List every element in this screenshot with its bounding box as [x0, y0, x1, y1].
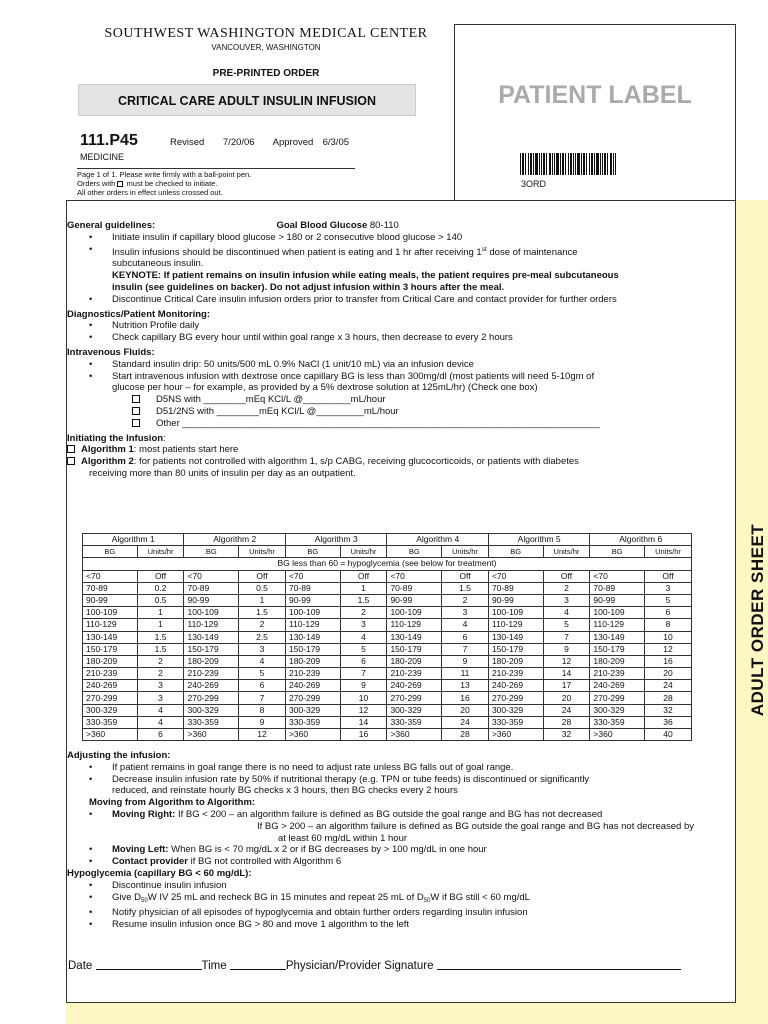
bg-range-cell: <70	[590, 570, 645, 582]
units-cell: Off	[442, 570, 489, 582]
units-cell: 3	[137, 692, 184, 704]
bg-range-cell: 130-149	[184, 631, 239, 643]
units-cell: 13	[442, 680, 489, 692]
date-label: Date	[68, 960, 93, 972]
bg-range-cell: 330-359	[83, 716, 138, 728]
list-item: • Decrease insulin infusion rate by 50% if nutritional therapy (e.g. TPN or tube feeds) is discontinued or significantly	[67, 774, 733, 786]
units-cell: 6	[442, 631, 489, 643]
bg-range-cell: 270-299	[387, 692, 442, 704]
units-cell: 12	[340, 704, 387, 716]
bg-range-cell: 110-129	[285, 619, 340, 631]
units-cell: 36	[645, 716, 692, 728]
bg-range-cell: 150-179	[590, 643, 645, 655]
units-cell: 1	[239, 594, 286, 606]
bg-range-cell: 270-299	[184, 692, 239, 704]
bg-range-cell: 210-239	[488, 668, 543, 680]
bg-range-cell: 270-299	[590, 692, 645, 704]
bg-range-cell: >360	[488, 729, 543, 741]
units-cell: 3	[239, 643, 286, 655]
bg-column-header: BG	[285, 546, 340, 558]
units-cell: Off	[645, 570, 692, 582]
table-row	[83, 631, 692, 643]
units-cell: 12	[543, 655, 590, 667]
bg-range-cell: >360	[83, 729, 138, 741]
bg-range-cell: 150-179	[184, 643, 239, 655]
units-cell: 0.5	[239, 582, 286, 594]
units-cell: 9	[442, 655, 489, 667]
units-cell: 6	[137, 729, 184, 741]
time-field[interactable]	[230, 960, 286, 970]
algorithm-header: Algorithm 2	[184, 534, 285, 546]
units-cell: 5	[645, 594, 692, 606]
bg-range-cell: 90-99	[285, 594, 340, 606]
bg-range-cell: 100-109	[83, 607, 138, 619]
bg-column-header: BG	[184, 546, 239, 558]
bg-range-cell: 240-269	[285, 680, 340, 692]
table-row	[83, 655, 692, 667]
table-row	[83, 692, 692, 704]
bg-range-cell: 180-209	[83, 655, 138, 667]
header-rule	[77, 168, 355, 169]
units-cell: 9	[340, 680, 387, 692]
units-cell: 12	[239, 729, 286, 741]
list-item-continuation: If BG > 200 – an algorithm failure is defined as BG outside the goal range and BG has not decreased by	[257, 820, 695, 832]
initiating-heading: Initiating the Infusion	[67, 432, 164, 444]
list-item-continuation: receiving more than 80 units of insulin per day as an outpatient.	[89, 467, 356, 479]
units-cell: 1	[340, 582, 387, 594]
units-cell: 12	[645, 643, 692, 655]
bg-range-cell: 330-359	[590, 716, 645, 728]
list-item-continuation: at least 60 mg/dL within 1 hour	[278, 832, 408, 844]
units-cell: 0.2	[137, 582, 184, 594]
bg-range-cell: 110-129	[387, 619, 442, 631]
units-cell: 7	[239, 692, 286, 704]
units-cell: 24	[543, 704, 590, 716]
checkbox-icon	[117, 181, 123, 187]
bg-range-cell: 110-129	[590, 619, 645, 631]
table-row	[83, 704, 692, 716]
units-cell: 17	[543, 680, 590, 692]
units-cell: 28	[442, 729, 489, 741]
units-cell: 4	[239, 655, 286, 667]
bg-range-cell: <70	[83, 570, 138, 582]
table-row	[83, 570, 692, 582]
units-cell: 3	[645, 582, 692, 594]
units-cell: Off	[239, 570, 286, 582]
table-row	[83, 619, 692, 631]
units-cell: 14	[543, 668, 590, 680]
bottom-highlight-strip	[66, 1003, 768, 1024]
units-cell: 2.5	[239, 631, 286, 643]
units-cell: 4	[442, 619, 489, 631]
bg-range-cell: 130-149	[387, 631, 442, 643]
bg-range-cell: 100-109	[285, 607, 340, 619]
bg-range-cell: 100-109	[590, 607, 645, 619]
units-cell: 5	[543, 619, 590, 631]
bg-range-cell: 210-239	[285, 668, 340, 680]
bg-column-header: BG	[590, 546, 645, 558]
barcode-text: 3ORD	[521, 179, 547, 189]
bg-range-cell: 90-99	[590, 594, 645, 606]
signature-line	[68, 960, 681, 972]
bg-range-cell: 180-209	[285, 655, 340, 667]
bg-range-cell: 130-149	[488, 631, 543, 643]
units-cell: 7	[442, 643, 489, 655]
algorithm-1-option[interactable]: Algorithm 1: most patients start here	[67, 444, 733, 456]
diagnostics-heading: Diagnostics/Patient Monitoring:	[67, 308, 211, 320]
table-row	[83, 582, 692, 594]
units-column-header: Units/hr	[543, 546, 590, 558]
bg-range-cell: 180-209	[184, 655, 239, 667]
bg-range-cell: 180-209	[488, 655, 543, 667]
bg-range-cell: 150-179	[285, 643, 340, 655]
units-cell: 40	[645, 729, 692, 741]
algorithm-header: Algorithm 1	[83, 534, 184, 546]
bg-range-cell: <70	[285, 570, 340, 582]
units-column-header: Units/hr	[137, 546, 184, 558]
units-cell: 5	[239, 668, 286, 680]
org-name: SOUTHWEST WASHINGTON MEDICAL CENTER	[104, 26, 428, 41]
list-item: • Give $D_{50}W$ IV 25 mL and recheck BG in 15 minutes and repeat 25 mL of $D_{50}W$ if BG still < 60 mg/dL	[67, 892, 733, 908]
list-item: • If patient remains in goal range there is no need to adjust rate unless BG falls out of goal range.	[67, 762, 733, 774]
units-cell: 28	[543, 716, 590, 728]
bg-range-cell: 90-99	[488, 594, 543, 606]
units-cell: 32	[543, 729, 590, 741]
units-cell: 5	[340, 643, 387, 655]
goal-label: Goal Blood Glucose	[276, 220, 368, 231]
bg-range-cell: 330-359	[387, 716, 442, 728]
side-label: ADULT ORDER SHEET	[748, 523, 767, 717]
units-cell: 2	[137, 655, 184, 667]
units-cell: 9	[239, 716, 286, 728]
bg-range-cell: 330-359	[488, 716, 543, 728]
units-cell: 10	[645, 631, 692, 643]
bg-range-cell: 110-129	[184, 619, 239, 631]
form-content-upper: General guidelines: Goal Blood Glucose 80-110 • Initiate insulin if capillary blood glucose > 180 or 2 consecutive blood glucose > 140 • Insulin infusions should be discontinued when patient is eating and 1 hr after receiving 1st dose of maintenance subcutaneous insulin. KEYNOTE: If patient remains on insulin infusion while eating meals, the patient requires pre-meal subcutaneous insulin (see guidelines on backer). Do not adjust infusion within 3 hours after the meal. • Discontinue Critical Care insulin infusion orders prior to transfer from Critical Care and contact provider for further orders Diagnostics/Patient Monitoring: • Nutrition Profile daily • Check capillary BG every hour until within goal range x 3 hours, then decrease to every 2 hours Intravenous Fluids: • Standard insulin drip: 50 units/500 mL 0.9% NaCl (1 unit/10 mL) via an infusion device • Start intravenous infusion with dextrose once capillary BG is less than 300mg/dl (most patients will need 5-10gm of glucose per hour – for example, as provided by a 5% dextrose solution at 125mL/hr) (Check one box) D5NS with ________mEq KCl/L @_________mL/hour D51/2NS with ________mEq KCl/L @_________mL/hour Other _______________________________________________________________________________ Initiating the Infusion: Algorithm 1: most patients start here Algorithm 2: for patients not controlled with algorithm 1, s/p CABG, receiving glucocorticoids, or patients with diabetes receiving more than 80 units of insulin per day as an outpatient.	[67, 220, 733, 480]
bg-column-header: BG	[387, 546, 442, 558]
units-cell: 16	[442, 692, 489, 704]
bg-range-cell: 100-109	[387, 607, 442, 619]
time-label: Time	[201, 960, 227, 972]
org-location: VANCOUVER, WASHINGTON	[211, 43, 321, 52]
bg-range-cell: 70-89	[488, 582, 543, 594]
bg-range-cell: 110-129	[83, 619, 138, 631]
table-row	[83, 716, 692, 728]
bg-range-cell: 90-99	[184, 594, 239, 606]
general-heading: General guidelines:	[67, 220, 156, 231]
hypoglycemia-heading: Hypoglycemia (capillary BG < 60 mg/dL):	[67, 867, 252, 879]
units-cell: 8	[645, 619, 692, 631]
bg-range-cell: <70	[387, 570, 442, 582]
list-item: • Contact provider if BG not controlled with Algorithm 6	[67, 856, 733, 868]
algorithm-header: Algorithm 6	[590, 534, 692, 546]
adjusting-heading: Adjusting the infusion:	[67, 750, 171, 761]
units-cell: 7	[543, 631, 590, 643]
list-item: • Resume insulin infusion once BG > 80 and move 1 algorithm to the left	[67, 919, 733, 931]
bg-range-cell: 210-239	[387, 668, 442, 680]
units-cell: 3	[442, 607, 489, 619]
bg-range-cell: 70-89	[285, 582, 340, 594]
bg-range-cell: 100-109	[488, 607, 543, 619]
bg-range-cell: 210-239	[83, 668, 138, 680]
algorithm-header: Algorithm 5	[488, 534, 589, 546]
keynote: insulin (see guidelines on backer). Do not adjust infusion within 3 hours after the meal.	[112, 281, 505, 293]
list-item: • Moving Right: If BG < 200 – an algorithm failure is defined as BG outside the goal range and BG has not decreased	[67, 809, 733, 821]
hypoglycemia-row	[83, 558, 692, 570]
units-cell: 11	[442, 668, 489, 680]
bg-range-cell: 300-329	[83, 704, 138, 716]
bg-range-cell: 330-359	[285, 716, 340, 728]
table-row	[83, 643, 692, 655]
list-item: • Insulin infusions should be discontinued when patient is eating and 1 hr after receiving 1st dose of maintenance	[67, 244, 733, 259]
bg-range-cell: 300-329	[387, 704, 442, 716]
signature-label: Physician/Provider Signature	[285, 960, 434, 972]
units-cell: 24	[442, 716, 489, 728]
table-row	[83, 668, 692, 680]
units-column-header: Units/hr	[239, 546, 286, 558]
units-cell: 4	[543, 607, 590, 619]
bg-range-cell: 90-99	[387, 594, 442, 606]
bg-column-header: BG	[83, 546, 138, 558]
table-row	[83, 680, 692, 692]
table-subheader-row	[83, 546, 692, 558]
bg-range-cell: 130-149	[83, 631, 138, 643]
units-cell: 7	[340, 668, 387, 680]
algorithm-header: Algorithm 3	[285, 534, 386, 546]
units-cell: 6	[340, 655, 387, 667]
bg-range-cell: 90-99	[83, 594, 138, 606]
units-cell: 28	[645, 692, 692, 704]
list-item: • Discontinue insulin infusion	[67, 880, 733, 892]
bg-range-cell: 300-329	[285, 704, 340, 716]
bg-range-cell: 70-89	[184, 582, 239, 594]
moving-heading: Moving from Algorithm to Algorithm:	[89, 797, 256, 809]
units-cell: 20	[645, 668, 692, 680]
checkbox-icon[interactable]	[132, 419, 140, 427]
units-cell: 1.5	[442, 582, 489, 594]
barcode-icon	[520, 153, 616, 175]
list-item-continuation: subcutaneous insulin.	[112, 258, 204, 270]
patient-label-box	[454, 24, 736, 201]
units-cell: 4	[340, 631, 387, 643]
units-cell: 2	[543, 582, 590, 594]
bg-range-cell: 300-329	[488, 704, 543, 716]
bg-range-cell: <70	[184, 570, 239, 582]
units-column-header: Units/hr	[340, 546, 387, 558]
units-cell: 10	[340, 692, 387, 704]
units-cell: 1.5	[137, 631, 184, 643]
units-cell: 3	[137, 680, 184, 692]
units-cell: Off	[543, 570, 590, 582]
keynote: KEYNOTE: If patient remains on insulin infusion while eating meals, the patient requires pre-meal subcutaneous	[112, 270, 619, 282]
list-item-continuation: reduced, and reinstate hourly BG checks x 3 hours, then BG checks every 2 hours	[112, 785, 458, 797]
units-cell: 3	[340, 619, 387, 631]
list-item-continuation: glucose per hour – for example, as provided by a 5% dextrose solution at 125mL/hr) (Check one box)	[112, 382, 538, 394]
bg-range-cell: 180-209	[387, 655, 442, 667]
bg-range-cell: 210-239	[184, 668, 239, 680]
units-cell: 3	[543, 594, 590, 606]
form-content-lower	[67, 750, 733, 931]
fluid-option-d51-2ns[interactable]: D51/2NS with ________mEq KCl/L @_________mL/hour	[67, 406, 733, 418]
bg-range-cell: 270-299	[83, 692, 138, 704]
fluid-option-d5ns[interactable]: D5NS with ________mEq KCl/L @_________mL/hour	[67, 394, 733, 406]
signature-field[interactable]	[437, 960, 681, 970]
patient-label-text: PATIENT LABEL	[498, 81, 692, 109]
table-row	[83, 729, 692, 741]
units-cell: 20	[543, 692, 590, 704]
units-cell: 0.5	[137, 594, 184, 606]
units-cell: 32	[645, 704, 692, 716]
checkbox-icon[interactable]	[132, 395, 140, 403]
bg-range-cell: 70-89	[83, 582, 138, 594]
bg-range-cell: 150-179	[488, 643, 543, 655]
order-type: PRE-PRINTED ORDER	[212, 68, 320, 79]
units-column-header: Units/hr	[442, 546, 489, 558]
units-cell: 1.5	[137, 643, 184, 655]
units-cell: 4	[137, 716, 184, 728]
bg-range-cell: 240-269	[184, 680, 239, 692]
bg-range-cell: 150-179	[83, 643, 138, 655]
units-cell: 1	[137, 607, 184, 619]
units-cell: 2	[137, 668, 184, 680]
date-field[interactable]	[96, 960, 202, 970]
fluids-heading: Intravenous Fluids:	[67, 346, 155, 358]
units-cell: 2	[442, 594, 489, 606]
list-item: • Notify physician of all episodes of hypoglycemia and obtain further orders regarding insulin infusion	[67, 907, 733, 919]
department: MEDICINE	[80, 152, 125, 162]
checkbox-icon[interactable]	[132, 407, 140, 415]
hypoglycemia-note: BG less than 60 = hypoglycemia (see below for treatment)	[83, 558, 692, 570]
units-cell: Off	[137, 570, 184, 582]
bg-range-cell: 300-329	[184, 704, 239, 716]
units-cell: 16	[340, 729, 387, 741]
checkbox-icon[interactable]	[67, 457, 75, 465]
bg-range-cell: 150-179	[387, 643, 442, 655]
units-cell: 1	[137, 619, 184, 631]
units-cell: Off	[340, 570, 387, 582]
units-cell: 8	[239, 704, 286, 716]
units-cell: 6	[239, 680, 286, 692]
form-notes: Page 1 of 1. Please write firmly with a ball-point pen. Orders with must be checked to initiate. All other orders in effect unless crossed out.	[77, 170, 252, 197]
bg-range-cell: 270-299	[488, 692, 543, 704]
bg-range-cell: >360	[184, 729, 239, 741]
bg-range-cell: 330-359	[184, 716, 239, 728]
units-column-header: Units/hr	[645, 546, 692, 558]
goal-value: 80-110	[369, 220, 399, 231]
list-item: • Nutrition Profile daily	[67, 320, 733, 332]
list-item: • Check capillary BG every hour until within goal range x 3 hours, then decrease to every 2 hours	[67, 332, 733, 344]
checkbox-icon[interactable]	[67, 445, 75, 453]
units-cell: 16	[645, 655, 692, 667]
bg-range-cell: >360	[590, 729, 645, 741]
list-item: • Moving Left: When BG is < 70 mg/dL x 2 or if BG decreases by > 100 mg/dL in one hour	[67, 844, 733, 856]
bg-range-cell: 70-89	[590, 582, 645, 594]
bg-range-cell: 100-109	[184, 607, 239, 619]
algorithm-header: Algorithm 4	[387, 534, 488, 546]
revision-line: Revised 7/20/06 Approved 6/3/05	[170, 137, 350, 148]
units-cell: 24	[645, 680, 692, 692]
bg-range-cell: 70-89	[387, 582, 442, 594]
units-cell: 14	[340, 716, 387, 728]
form-number: 111.P45	[80, 132, 138, 149]
bg-range-cell: 240-269	[387, 680, 442, 692]
bg-range-cell: 110-129	[488, 619, 543, 631]
bg-range-cell: 130-149	[590, 631, 645, 643]
bg-range-cell: 210-239	[590, 668, 645, 680]
table-row	[83, 594, 692, 606]
bg-range-cell: 180-209	[590, 655, 645, 667]
units-cell: 20	[442, 704, 489, 716]
table-row	[83, 607, 692, 619]
bg-range-cell: 240-269	[83, 680, 138, 692]
bg-column-header: BG	[488, 546, 543, 558]
list-item: • Start intravenous infusion with dextrose once capillary BG is less than 300mg/dl (most patients will need 5-10gm of	[67, 371, 733, 383]
fluid-option-other[interactable]: Other _______________________________________________________________________________	[67, 418, 733, 430]
bg-range-cell: 240-269	[590, 680, 645, 692]
bg-range-cell: 270-299	[285, 692, 340, 704]
units-cell: 4	[137, 704, 184, 716]
list-item: • Discontinue Critical Care insulin infusion orders prior to transfer from Critical Care and contact provider for further orders	[67, 294, 733, 306]
units-cell: 1.5	[239, 607, 286, 619]
table-header-row	[83, 534, 692, 546]
units-cell: 1.5	[340, 594, 387, 606]
bg-range-cell: >360	[285, 729, 340, 741]
list-item: • Standard insulin drip: 50 units/500 mL 0.9% NaCl (1 unit/10 mL) via an infusion device	[67, 359, 733, 371]
bg-range-cell: <70	[488, 570, 543, 582]
units-cell: 9	[543, 643, 590, 655]
algorithm-2-option[interactable]: Algorithm 2: for patients not controlled with algorithm 1, s/p CABG, receiving glucocorticoids, or patients with diabetes	[67, 456, 733, 468]
bg-range-cell: >360	[387, 729, 442, 741]
units-cell: 6	[645, 607, 692, 619]
list-item: • Initiate insulin if capillary blood glucose > 180 or 2 consecutive blood glucose > 140	[67, 232, 733, 244]
units-cell: 2	[340, 607, 387, 619]
bg-range-cell: 300-329	[590, 704, 645, 716]
units-cell: 2	[239, 619, 286, 631]
bg-range-cell: 130-149	[285, 631, 340, 643]
bg-range-cell: 240-269	[488, 680, 543, 692]
form-title: CRITICAL CARE ADULT INSULIN INFUSION	[78, 84, 416, 116]
algorithm-table	[82, 533, 692, 741]
